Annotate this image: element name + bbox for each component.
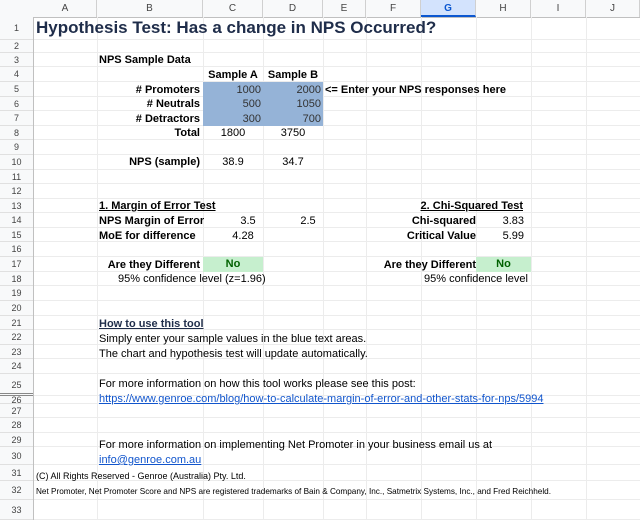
row-header[interactable]: 32 [0,481,33,500]
row-header[interactable]: 17 [0,257,33,272]
moe-confidence-note: 95% confidence level (z=1.96) [118,273,266,285]
column-header-h[interactable]: H [476,0,531,17]
total-b: 3750 [280,127,306,139]
grid-row-line [34,212,640,213]
info-line-1: For more information on how this tool works please see this post: [99,378,416,390]
grid-row-line [34,52,640,53]
promoters-a-input[interactable]: 1000 [236,84,261,96]
chi-label: Chi-squared [411,215,476,227]
grid-row-line [34,169,640,170]
nps-b: 34.7 [282,156,304,168]
row-header[interactable]: 9 [0,140,33,155]
promoters-label: # Promoters [135,84,200,96]
howto-line-1: Simply enter your sample values in the blue text areas. [99,333,367,345]
row-header[interactable]: 21 [0,316,33,330]
grid-row-line [34,417,640,418]
neutrals-a-input[interactable]: 500 [242,98,261,110]
sample-a-header: Sample A [208,69,258,81]
row-header[interactable]: 13 [0,199,33,213]
row-header[interactable]: 20 [0,301,33,316]
grid-row-line [34,256,640,257]
page-title: Hypothesis Test: Has a change in NPS Occurred? [36,18,437,37]
row-header[interactable]: 26 [0,396,33,404]
neutrals-b-input[interactable]: 1050 [296,98,321,110]
row-header[interactable]: 10 [0,155,33,170]
row-header[interactable]: 33 [0,500,33,520]
moe-a: 3.5 [240,215,256,227]
row-header[interactable]: 15 [0,228,33,242]
grid-row-line [34,499,640,500]
sample-heading: NPS Sample Data [99,54,191,66]
row-header[interactable]: 1 [0,17,33,40]
row-header[interactable]: 27 [0,404,33,418]
column-header-e[interactable]: E [323,0,366,17]
grid-row-line [34,373,640,374]
row-header[interactable]: 2 [0,40,33,53]
grid-row-line [34,271,640,272]
row-header[interactable]: 5 [0,82,33,97]
row-header[interactable]: 28 [0,418,33,433]
row-header[interactable]: 4 [0,67,33,82]
grid-row-line [34,227,640,228]
blog-link[interactable]: https://www.genroe.com/blog/how-to-calculate-margin-of-error-and-other-stats-for-nps/5994 [99,393,544,405]
row-header[interactable]: 16 [0,242,33,257]
grid-column-line [586,17,587,520]
row-header[interactable]: 12 [0,184,33,199]
column-header-g[interactable]: G [421,0,476,17]
total-a: 1800 [220,127,246,139]
moe-b: 2.5 [300,215,316,227]
nps-a: 38.9 [222,156,244,168]
chi-confidence-note: 95% confidence level [424,273,528,285]
chi-different-label: Are they Different [383,259,476,271]
grid-row-line [34,96,640,97]
row-header[interactable]: 24 [0,359,33,374]
grid-row-line [34,285,640,286]
grid-row-line [34,154,640,155]
critical-label: Critical Value [406,230,476,242]
sample-b-header: Sample B [267,69,319,81]
moe-heading: 1. Margin of Error Test [99,200,216,212]
row-header[interactable]: 6 [0,97,33,111]
row-header[interactable]: 19 [0,286,33,301]
column-header-j[interactable]: J [586,0,640,17]
grid-row-line [34,81,640,82]
moe-different-label: Are they Different [107,259,200,271]
row-header[interactable]: 8 [0,126,33,140]
howto-line-2: The chart and hypothesis test will update automatically. [99,348,368,360]
grid-row-line [34,39,640,40]
howto-heading: How to use this tool [99,318,204,330]
chi-value: 3.83 [502,215,524,227]
grid-row-line [34,183,640,184]
column-header-bar [0,0,640,18]
critical-value: 5.99 [502,230,524,242]
detractors-label: # Detractors [135,113,200,125]
moe-diff-value: 4.28 [232,230,254,242]
row-header[interactable]: 25 [0,374,33,396]
grid-row-line [34,198,640,199]
info-line-2: For more information on implementing Net Promoter in your business email us at [99,439,493,451]
detractors-b-input[interactable]: 700 [302,113,321,125]
email-link[interactable]: info@genroe.com.au [99,454,202,466]
grid-row-line [34,66,640,67]
column-header-i[interactable]: I [531,0,586,17]
moe-different-result: No [203,257,263,272]
column-header-a[interactable]: A [34,0,97,17]
grid-row-line [34,432,640,433]
row-header[interactable]: 31 [0,465,33,481]
copyright-text: (C) All Rights Reserved - Genroe (Australia) Pty. Ltd. [36,471,246,481]
nps-label: NPS (sample) [129,156,200,168]
column-header-b[interactable]: B [97,0,203,17]
grid-row-line [34,300,640,301]
grid-row-line [34,139,640,140]
detractors-a-input[interactable]: 300 [242,113,261,125]
column-header-d[interactable]: D [263,0,323,17]
column-header-c[interactable]: C [203,0,263,17]
row-header[interactable]: 22 [0,330,33,345]
chi-different-result: No [476,257,531,272]
total-label: Total [174,127,200,139]
promoters-b-input[interactable]: 2000 [296,84,321,96]
row-header[interactable]: 7 [0,111,33,126]
row-header[interactable]: 23 [0,345,33,359]
row-header-bar [0,17,34,520]
row-header[interactable]: 18 [0,272,33,286]
grid-row-line [34,110,640,111]
row-header[interactable]: 3 [0,53,33,67]
neutrals-label: # Neutrals [146,98,200,110]
moe-diff-label: MoE for difference [99,230,196,242]
grid-row-line [34,315,640,316]
chi-heading: 2. Chi-Squared Test [420,200,523,212]
input-hint: <= Enter your NPS responses here [325,84,506,96]
row-header[interactable]: 30 [0,447,33,465]
moe-label: NPS Margin of Error [99,215,205,227]
row-header[interactable]: 29 [0,433,33,447]
grid-column-line [531,17,532,520]
row-header[interactable]: 11 [0,170,33,184]
column-header-f[interactable]: F [366,0,421,17]
row-header[interactable]: 14 [0,213,33,228]
trademark-text: Net Promoter, Net Promoter Score and NPS are registered trademarks of Bain & Company, Inc., Satmetrix Systems, Inc., and Fred Reichheld. [36,487,551,496]
grid-row-line [34,125,640,126]
